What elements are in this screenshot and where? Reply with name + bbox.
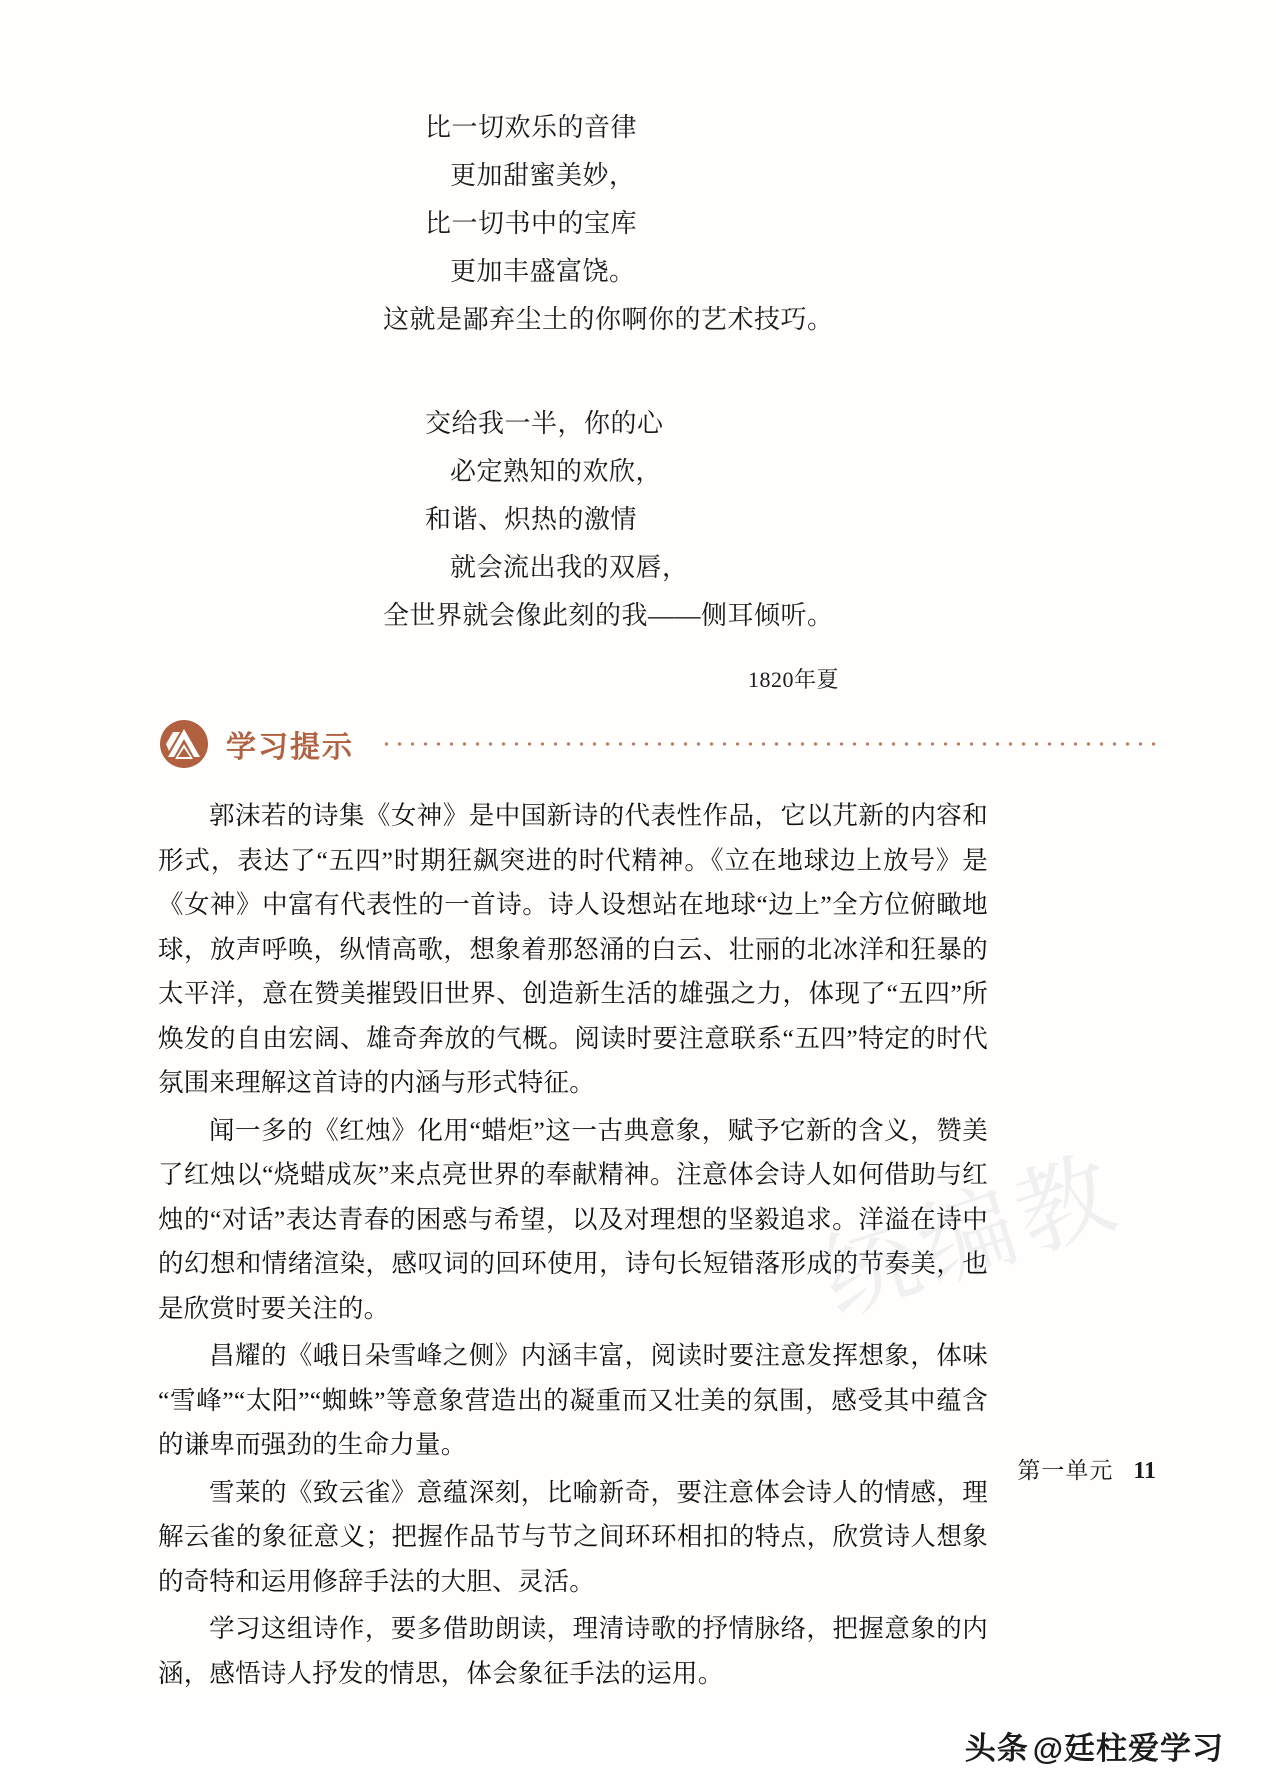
poem-line: 就会流出我的双唇， [450, 553, 689, 582]
poem-line: 比一切欢乐的音律 [425, 113, 638, 142]
poem-line: 全世界就会像此刻的我——侧耳倾听。 [383, 601, 834, 630]
page-number: 11 [1133, 1458, 1156, 1484]
dotted-rule [380, 742, 1160, 746]
paper-watermark: 统编教 [808, 1138, 1133, 1335]
paragraph: 雪莱的《致云雀》意蕴深刻，比喻新奇，要注意体会诗人的情感，理解云雀的象征意义；把握作品节与节之间环环相扣的特点，欣赏诗人想象的奇特和运用修辞手法的大胆、灵活。 [158, 1477, 988, 1596]
brand-bar [0, 1700, 1276, 1790]
poem-line: 必定熟知的欢欣， [450, 457, 663, 486]
paragraph: 昌耀的《峨日朵雪峰之侧》内涵丰富，阅读时要注意发挥想象，体味“雪峰”“太阳”“蜘蛛”等意象营造出的凝重而又壮美的氛围，感受其中蕴含的谦卑而强劲的生命力量。 [158, 1341, 988, 1459]
footer-unit-label: 第一单元 [1017, 1458, 1114, 1483]
poem-stanza [0, 104, 1276, 344]
mountain-circle-logo-icon [160, 720, 208, 768]
poem-line: 比一切书中的宝库 [425, 209, 638, 238]
poem-line: 交给我一半，你的心 [425, 409, 664, 438]
section-title: 学习提示 [226, 731, 354, 764]
poem-stanza [0, 400, 1276, 640]
stanza-gap [0, 344, 1276, 400]
poem-date: 1820年夏 [748, 667, 840, 692]
poem-line: 更加丰盛富饶。 [450, 257, 636, 286]
section-header [160, 716, 1160, 772]
paragraph: 郭沫若的诗集《女神》是中国新诗的代表性作品，它以芁新的内容和形式，表达了“五四”时期狂飙突进的时代精神。《立在地球边上放号》是《女神》中富有代表性的一首诗。诗人设想站在地球“边上”全方位俯瞰地球，放声呼唤，纵情高歌，想象着那怒涌的白云、壮丽的北冰洋和狂暴的太平洋，意在赞美摧毁旧世界、创造新生活的雄强之力，体现了“五四”所焕发的自由宏阔、雄奇奔放的气概。阅读时要注意联系“五四”特定的时代氛围来理解这首诗的内涵与形式特征。 [158, 801, 988, 1097]
paragraph: 闻一多的《红烛》化用“蜡炬”这一古典意象，赋予它新的含义，赞美了红烛以“烧蜡成灰”来点亮世界的奉献精神。注意体会诗人如何借助与红烛的“对话”表达青春的困惑与希望，以及对理想的坚毅追求。洋溢在诗中的幻想和情绪渲染，感叹词的回环使用，诗句长短错落形成的节奏美，也是欣赏时要关注的。 [158, 1115, 988, 1323]
learning-tips-body [158, 794, 988, 1699]
poem-line: 这就是鄙弃尘土的你啊你的艺术技巧。 [383, 305, 834, 334]
poem-line: 和谐、炽热的激情 [425, 505, 638, 534]
brand-handle-label: @廷柱爱学习 [1032, 1730, 1224, 1766]
poem-block [0, 104, 1276, 702]
paragraph: 学习这组诗作，要多借助朗读，理清诗歌的抒情脉络，把握意象的内涵，感悟诗人抒发的情思，体会象征手法的运用。 [158, 1614, 988, 1688]
poem-line: 更加甜蜜美妙， [450, 161, 636, 190]
page-footer [0, 1452, 1276, 1485]
brand-platform-label: 头条 [964, 1730, 1029, 1766]
